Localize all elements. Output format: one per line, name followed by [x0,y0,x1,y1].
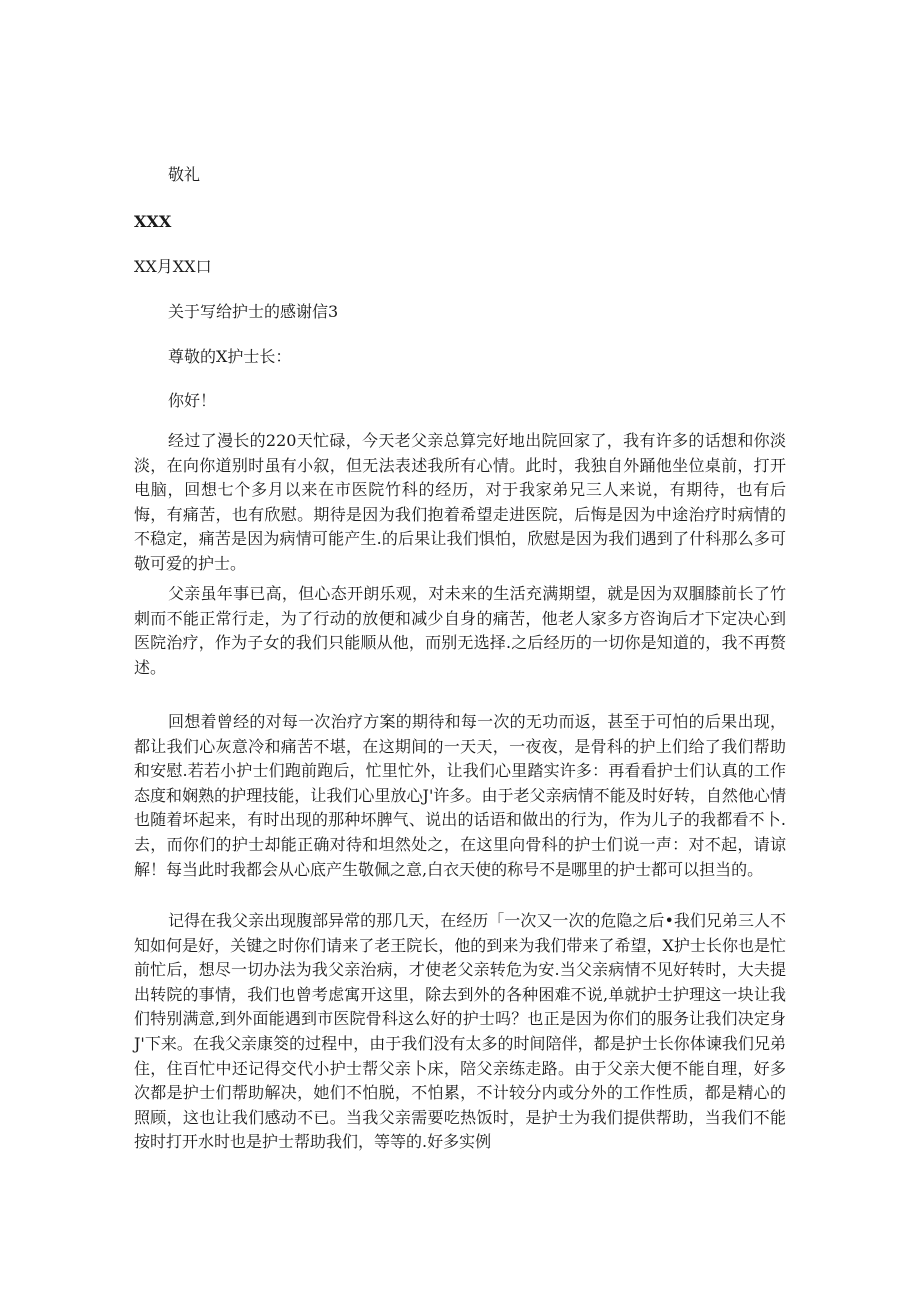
signer-name: XXX [134,212,172,231]
body-paragraph-2: 父亲虽年事已高，但心态开朗乐观，对未来的生活充满期望，就是因为双腘膝前长了竹刺而不能正常行走，为了行动的放便和减少自身的痛苦，他老人家多方咨询后才下定决心到医院治疗，作为子女的我们只能顺从他，而别无选择.之后经历的一切你是知道的，我不再赘述。 [134,584,786,677]
letter-date: XX月XX口 [134,257,212,276]
letter-title: 关于写给护士的感谢信3 [168,302,339,321]
greeting: 你好！ [168,391,217,410]
body-paragraph-3: 回想着曾经的对每一次治疗方案的期待和每一次的无功而返，甚至于可怕的后果出现，都让我们心灰意冷和痛苦不堪，在这期间的一天天，一夜夜，是骨科的护上们给了我们帮助和安慰.若若小护士们跑前跑后，忙里忙外，让我们心里踏实许多：再看看护士们认真的工作态度和娴熟的护理技能，让我们心里放心J'许多。由于老父亲病情不能及时好转，自然他心情也随着坏起来，有时出现的那种坏脾气、说出的话语和做出的行为，作为儿子的我都看不卜.去，而你们的护士却能正确对待和坦然处之，在这里向骨科的护士们说一声：对不起，请谅解！每当此时我都会从心底产生敬佩之意,白衣天使的称号不是哪里的护士都可以担当的。 [134,712,786,879]
body-paragraph-1: 经过了漫长的220天忙碌，今天老父亲总算完好地出院回家了，我有许多的话想和你淡淡，在向你道别时虽有小叙，但无法表述我所有心情。此时，我独自外踊他坐位桌前，打开电脑，回想七个多月以来在市医院竹科的经历，对于我家弟兄三人来说，有期待，也有后悔，有痛苦，也有欣慰。期待是因为我们抱着希望走进医院，后悔是因为中途治疗时病情的不稳定，痛苦是因为病情可能产生.的后果让我们惧怕，欣慰是因为我们遇到了什科那么多可敬可爱的护士。 [134,431,786,573]
body-paragraph-4: 记得在我父亲出现腹部异常的那几天，在经历「一次又一次的危隐之后•我们兄弟三人不知如何是好，关键之时你们请来了老王院长，他的到来为我们带来了希望，X护士长你也是忙前忙后，想尽一切办法为我父亲治病，才使老父亲转危为安.当父亲病情不见好转时，大夫提出转院的事情，我们也曾考虑寓开这里，除去到外的各种困难不说,单就护士护理这一块让我们特别满意,到外面能遇到市医院骨科这么好的护士吗？也正是因为你们的服务让我们决定身J'下来。在我父亲康筊的过程中，由于我们没有太多的时间陪伴，都是护士长你体谏我们兄弟住，住百忙中还记得交代小护士帮父亲卜床，陪父亲练走路。由于父亲大便不能自理，好多次都是护士们帮助解决，她们不怕脱，不怕累，不计较分内或分外的工作性质，都是精心的照顾，这也让我们感动不已。当我父亲需要吃热饭时，是护士为我们提供帮助，当我们不能按时打开水时也是护士帮助我们，等等的.好多实例 [134,911,786,1152]
salutation: 尊敬的X护士长： [168,347,292,366]
closing-phrase: 敬礼 [168,165,201,184]
